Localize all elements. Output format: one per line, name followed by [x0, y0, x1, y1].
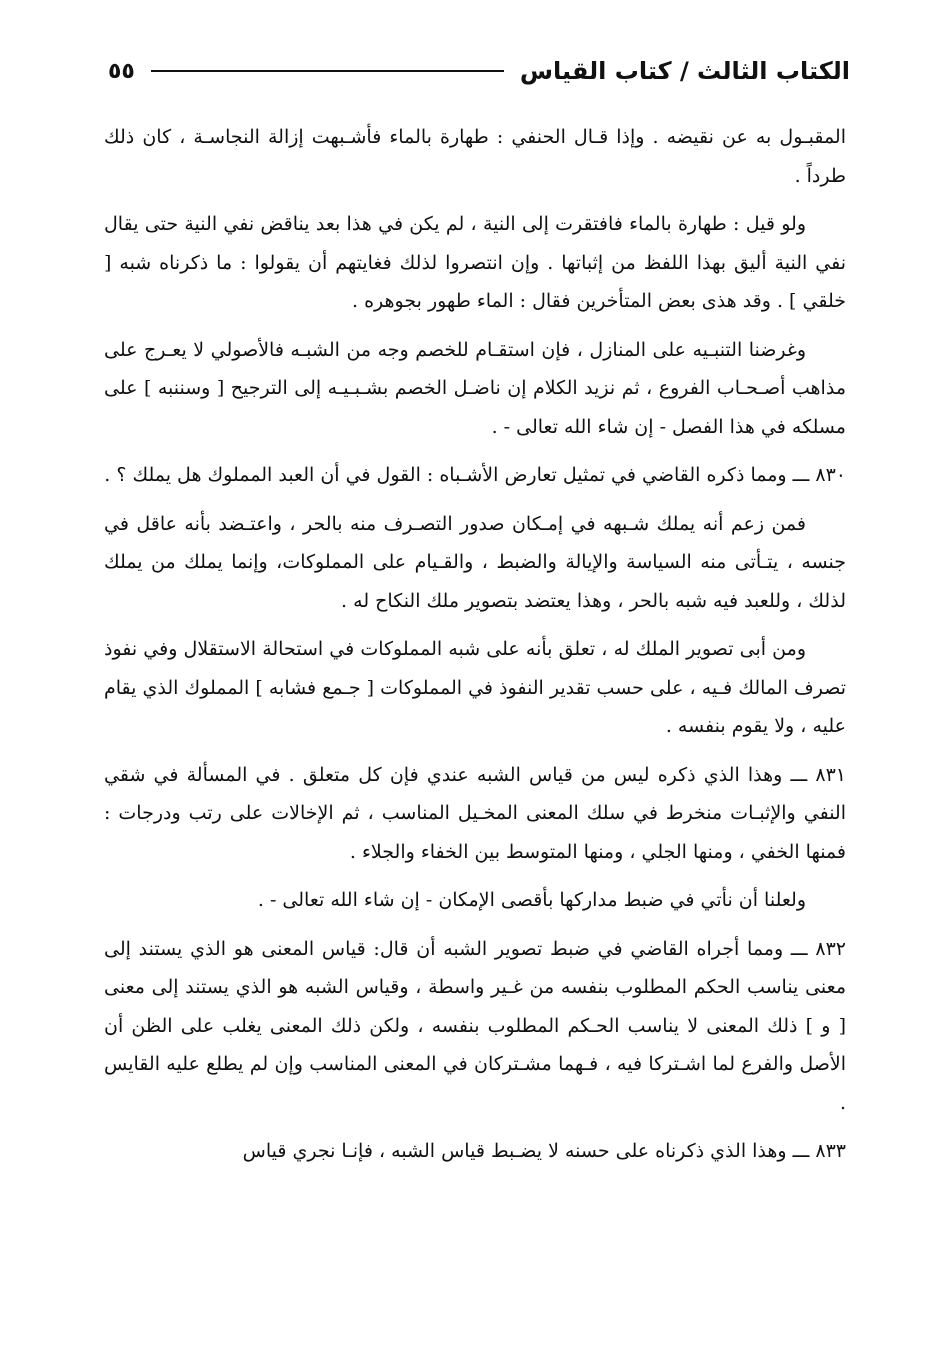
paragraph-830: ٨٣٠ ـــ ومما ذكره القاضي في تمثيل تعارض الأشـباه : القول في أن العبد المملوك هل يملك ؟ .	[104, 464, 846, 486]
page-number: ٥٥	[108, 58, 135, 84]
paragraph-8: ولعلنا أن نأتي في ضبط مداركها بأقصى الإمكان - إن شاء الله تعالى - .	[257, 889, 806, 911]
paragraph-5: فمن زعم أنه يملك شـبهه في إمـكان صدور التصـرف منه بالحر ، واعتـضد بأنه عاقل في جنسه ، يتـأتى منه السياسة والإيالة والضبط ، والقـيام على المملوكات، وإنما يملك من يملك لذلك ، وللعبد فيه شبه بالحر ، وهذا يعتضد بتصوير ملك النكاح له .	[104, 512, 846, 612]
paragraph-2: ولو قيل : طهارة بالماء فافتقرت إلى النية ، لم يكن في هذا بعد يناقض نفي النية حتى يقال نفي النية أليق بهذا اللفظ من إثباتها . وإن انتصروا لذلك فغايتهم أن يقولوا : ما ذكرناه شبه [ خلقي ] . وقد هذى بعض المتأخرين فقال : الماء طهور بجوهره .	[104, 213, 846, 312]
paragraph-1: المقبـول به عن نقيضه . وإذا قـال الحنفي : طهارة بالماء فأشـبهت إزالة النجاسـة ، كان ذلك طرداً .	[104, 126, 846, 187]
header-rule	[151, 70, 504, 72]
paragraph-3: وغرضنا التنبـيه على المنازل ، فإن استقـام للخصم وجه من الشبـه فالأصولي لا يعـرج على مذاهب أصـحـاب الفروع ، ثم نزيد الكلام إن ناضـل الخصم بشـبـيـه إلى الترجيح [ وسننبه ] على مسلكه في هذا الفصل - إن شاء الله تعالى - .	[104, 338, 846, 438]
paragraph-832: ٨٣٢ ـــ ومما أجراه القاضي في ضبط تصوير الشبه أن قال: قياس المعنى هو الذي يستند إلى معنى يناسب الحكم المطلوب بنفسه من غـير واسطة ، وقياس الشبه هو الذي يستند إلى معنى [ و ] ذلك المعنى لا يناسب الحـكم المطلوب بنفسه ، ولكن ذلك المعنى يغلب على الظن أن الأصل والفرع لما اشـتركا فيه ، فـهما مشـتركان في المعنى المناسب وإن لم يطلع عليه القايس .	[104, 937, 846, 1114]
paragraph-831: ٨٣١ ـــ وهذا الذي ذكره ليس من قياس الشبه عندي فإن كل متعلق . في المسألة في شقي النفي والإثبـات منخرط في سلك المعنى المخـيل المناسب ، ثم الإخالات على رتب ودرجات : فمنها الخفي ، ومنها الجلي ، ومنها المتوسط بين الخفاء والجلاء .	[104, 763, 846, 863]
paragraph-833: ٨٣٣ ـــ وهذا الذي ذكرناه على حسنه لا يضـبط قياس الشبه ، فإنـا نجري قياس	[242, 1140, 846, 1162]
running-header	[108, 50, 850, 92]
header-title: الكتاب الثالث / كتاب القياس	[519, 57, 850, 85]
body-text	[104, 118, 846, 1171]
paragraph-6: ومن أبى تصوير الملك له ، تعلق بأنه على شبه المملوكات في استحالة الاستقلال وفي نفوذ تصرف المالك فـيه ، على حسب تقدير النفوذ في المملوكات [ جـمع فشابه ] المملوك الذي يقام عليه ، ولا يقوم بنفسه .	[104, 638, 846, 737]
